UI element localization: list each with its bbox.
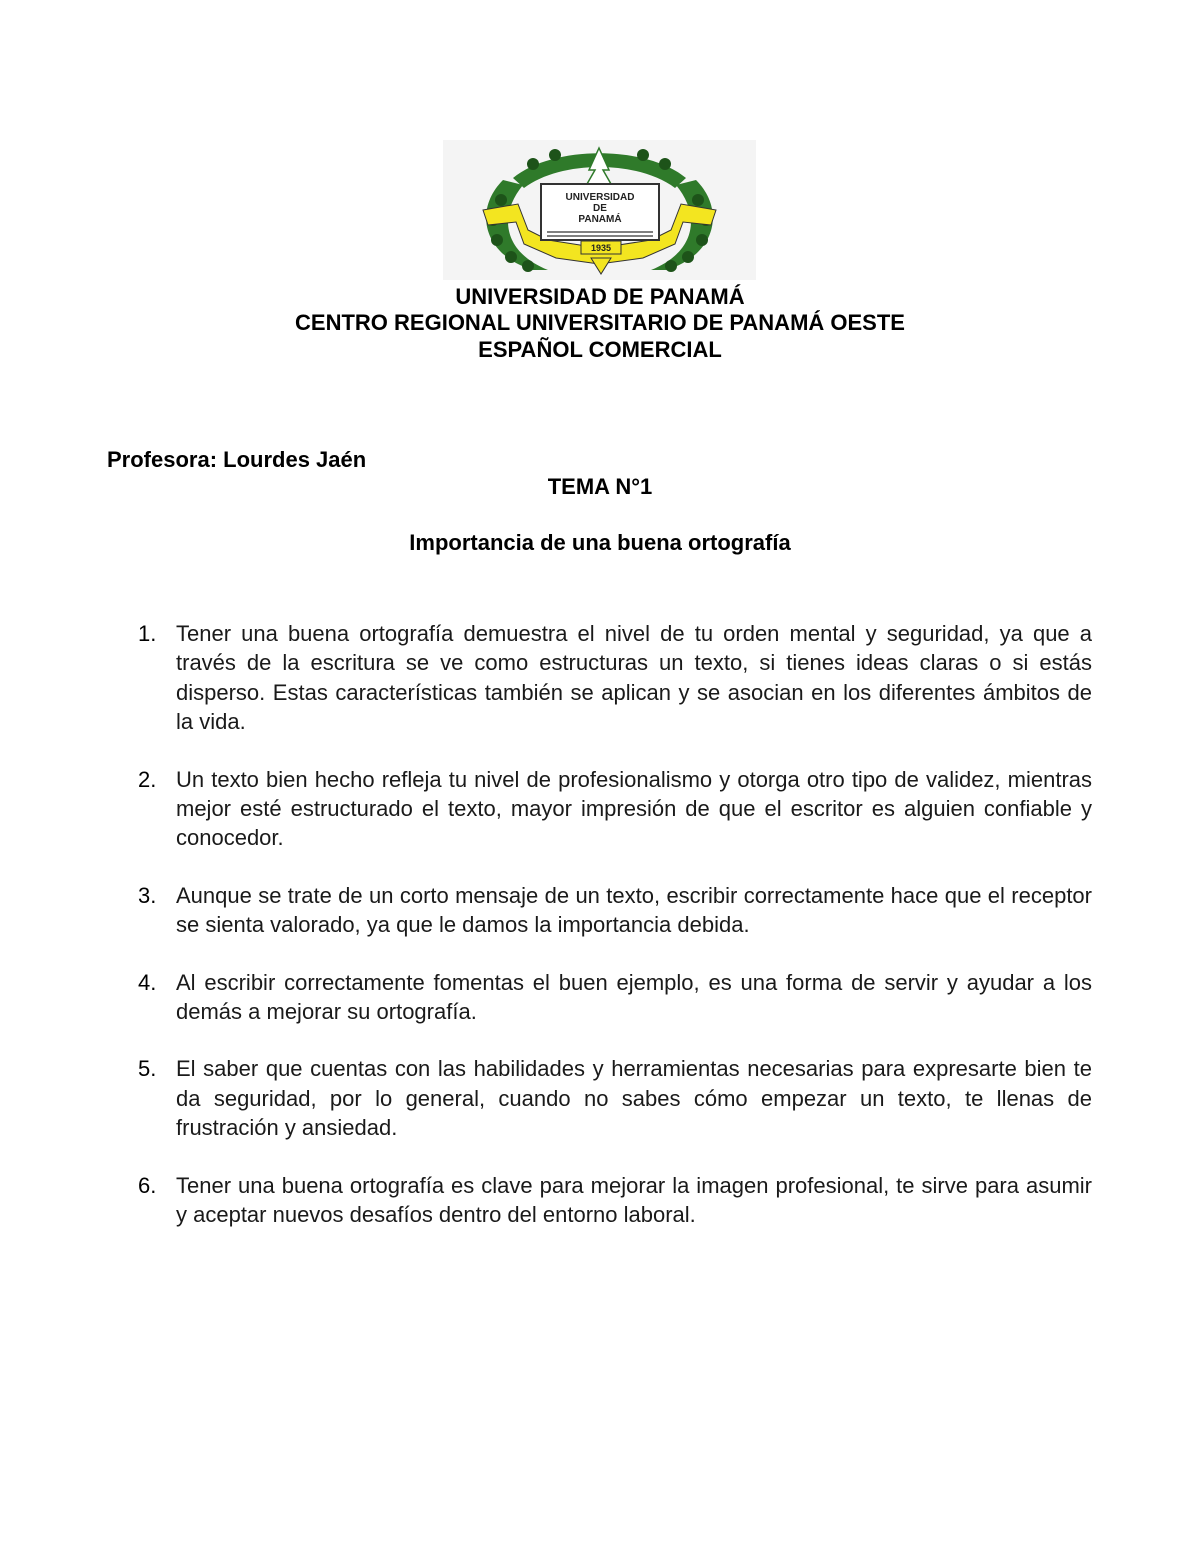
list-item	[0, 765, 1200, 853]
topic-subtitle: Importancia de una buena ortografía	[409, 530, 791, 555]
svg-text:DE: DE	[593, 203, 607, 214]
list-item-text: Aunque se trate de un corto mensaje de un texto, escribir correctamente hace que el receptor se sienta valorado, ya que le damos la importancia debida.	[176, 882, 1092, 938]
header-university: UNIVERSIDAD DE PANAMÁ	[455, 284, 745, 309]
topic-heading: TEMA N°1	[547, 474, 653, 499]
list-item-text: Tener una buena ortografía es clave para mejorar la imagen profesional, te sirve para asumir y aceptar nuevos desafíos dentro del entorno laboral.	[176, 1172, 1092, 1228]
list-item-text: Tener una buena ortografía demuestra el nivel de tu orden mental y seguridad, ya que a través de la escritura se ve como estructuras un texto, si tienes ideas claras o si estás disperso. Estas características también se aplican y se asocian en los diferentes ámbitos de la vida.	[176, 621, 1092, 735]
teacher-name: Profesora: Lourdes Jaén	[107, 447, 367, 472]
list-item-number: 6.	[138, 1172, 157, 1198]
list-item	[0, 619, 1200, 737]
list-item-text: El saber que cuentas con las habilidades y herramientas necesarias para expresarte bien te da seguridad, por lo general, cuando no sabes cómo empezar un texto, te llenas de frustración y ansiedad.	[176, 1056, 1092, 1141]
university-seal-logo	[443, 140, 756, 280]
svg-text:1935: 1935	[590, 243, 612, 253]
list-item-text: Un texto bien hecho refleja tu nivel de profesionalismo y otorga otro tipo de validez, mientras mejor esté estructurado el texto, mayor impresión de que el escritor es alguien confiable y conocedor.	[176, 766, 1092, 851]
header-regional-center: CENTRO REGIONAL UNIVERSITARIO DE PANAMÁ OESTE	[295, 310, 905, 335]
list-item-number: 4.	[138, 969, 157, 995]
list-item-number: 5.	[138, 1056, 157, 1082]
list-item-number: 3.	[138, 882, 157, 908]
list-item	[0, 968, 1200, 1027]
numbered-list	[0, 619, 1200, 1258]
svg-text:UNIVERSIDAD: UNIVERSIDAD	[565, 192, 635, 203]
list-item	[0, 1054, 1200, 1142]
list-item-text: Al escribir correctamente fomentas el buen ejemplo, es una forma de servir y ayudar a los demás a mejorar su ortografía.	[176, 969, 1092, 1025]
list-item-number: 2.	[138, 766, 157, 792]
svg-text:PANAMÁ: PANAMÁ	[578, 214, 622, 225]
list-item	[0, 881, 1200, 940]
list-item-number: 1.	[138, 621, 157, 646]
list-item	[0, 1171, 1200, 1230]
header-course: ESPAÑOL COMERCIAL	[478, 337, 722, 362]
